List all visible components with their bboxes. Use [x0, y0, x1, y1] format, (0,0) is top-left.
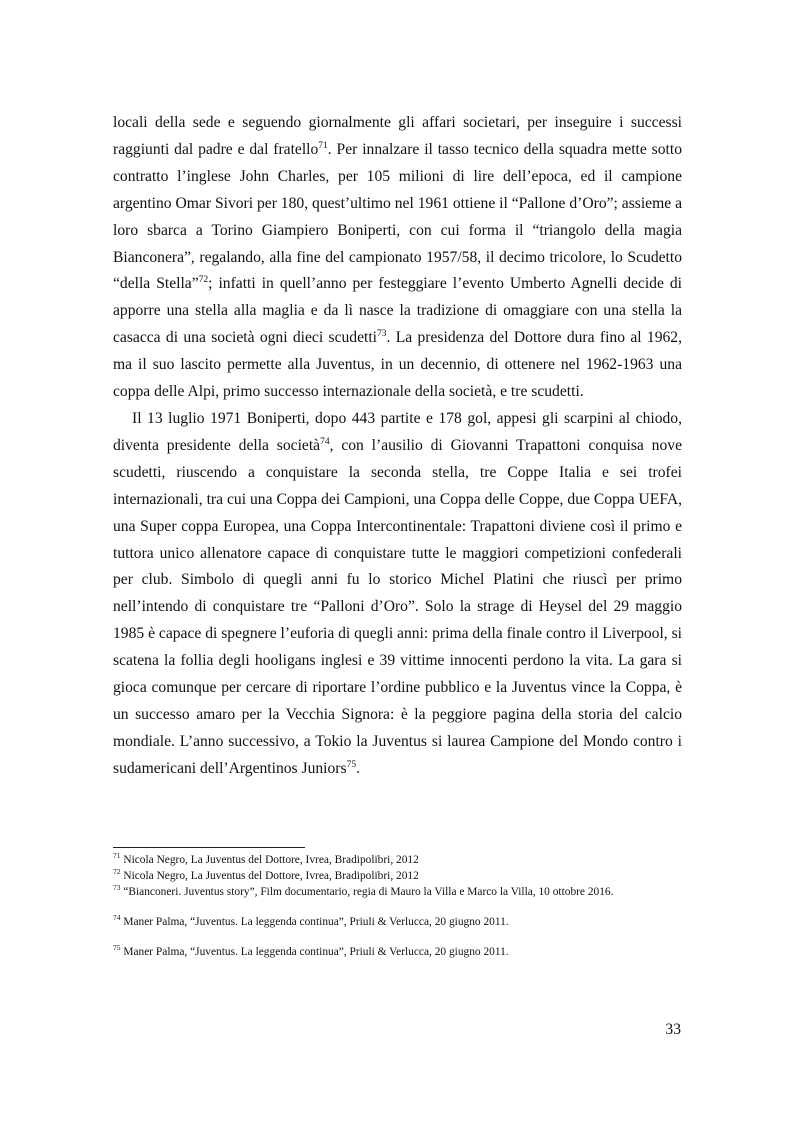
text-run: locali della sede e seguendo giornalmente gli affari societari, per inseguire i successi raggiunti dal padre e dal fratello — [113, 114, 682, 158]
footnote-text: Maner Palma, “Juventus. La leggenda continua”, Priuli & Verlucca, 20 giugno 2011. — [123, 946, 509, 958]
footnote-ref-72[interactable]: 72 — [198, 275, 209, 286]
footnote-ref-73[interactable]: 73 — [377, 329, 387, 340]
text-run: . — [356, 759, 360, 777]
main-text — [113, 110, 682, 783]
footnote-text: “Bianconeri. Juventus story”, Film documentario, regia di Mauro la Villa e Marco la Villa, 10 ottobre 2016. — [123, 886, 614, 898]
footnote-74 — [113, 914, 682, 930]
text-run: ; infatti in quell’anno per festeggiare l’evento Umberto Agnelli decide di apporre una stella alla maglia e da lì nasce la tradizione di omaggiare con una stella la casacca di una società ogni dieci scudetti — [113, 275, 682, 347]
footnote-separator — [113, 847, 305, 848]
footnote-text: Nicola Negro, La Juventus del Dottore, Ivrea, Bradipolibri, 2012 — [123, 854, 419, 866]
footnote-number: 72 — [113, 867, 121, 877]
footnote-71 — [113, 852, 682, 868]
footnote-text: Maner Palma, “Juventus. La leggenda continua”, Priuli & Verlucca, 20 giugno 2011. — [123, 916, 509, 928]
footnote-ref-71[interactable]: 71 — [318, 140, 328, 151]
footnote-73 — [113, 884, 682, 900]
footnote-number: 71 — [113, 851, 121, 861]
footnote-text: Nicola Negro, La Juventus del Dottore, Ivrea, Bradipolibri, 2012 — [123, 870, 419, 882]
footnotes — [113, 852, 682, 960]
footnote-number: 75 — [113, 943, 121, 953]
text-run: Il 13 luglio 1971 Boniperti, dopo 443 partite e 178 gol, appesi gli scarpini al chiodo, diventa presidente della società — [113, 409, 682, 454]
paragraph-1 — [113, 110, 682, 406]
page-number: 33 — [665, 1021, 681, 1038]
text-run: . Per innalzare il tasso tecnico della squadra mette sotto contratto l’inglese John Charles, per 105 milioni di lire dell’epoca, ed il campione argentino Omar Sivori per 180, quest’ultimo nel 1961 ottiene il “Pallone d’Oro”; assieme a loro sbarca a Torino Giampiero Boniperti, con cui forma il “triangolo della magia Bianconera”, regalando, alla fine del campionato 1957/58, il decimo tricolore, lo Scudetto “della Stella” — [113, 140, 682, 293]
footnote-72 — [113, 868, 682, 884]
text-run: , con l’ausilio di Giovanni Trapattoni conquisa nove scudetti, riuscendo a conquistare la seconda stella, tre Coppe Italia e sei trofei internazionali, tra cui una Coppa dei Campioni, una Coppa delle Coppe, due Coppa UEFA, una Super coppa Europea, una Coppa Intercontinentale: Trapattoni diviene così il primo e tuttora unico allenatore capace di conquistare tutte le maggiori competizioni confederali per club. Simbolo di quegli anni fu lo storico Michel Platini che riuscì per primo nell’intendo di conquistare tre “Palloni d’Oro”. Solo la strage di Heysel del 29 maggio 1985 è capace di spegnere l’euforia di quegli anni: prima della finale contro il Liverpool, si scatena la follia degli hooligans inglesi e 39 vittime innocenti perdono la vita. La gara si gioca comunque per cercare di riportare l’ordine pubblico e la Juventus vince la Coppa, è un successo amaro per la Vecchia Signora: è la peggiore pagina della storia del calcio mondiale. L’anno successivo, a Tokio la Juventus si laurea Campione del Mondo contro i sudamericani dell’Argentinos Juniors — [113, 436, 682, 777]
footnote-ref-75[interactable]: 75 — [346, 759, 357, 770]
footnote-number: 73 — [113, 883, 121, 893]
footnote-number: 74 — [113, 913, 121, 923]
paragraph-2 — [113, 406, 682, 783]
text-run: . La presidenza del Dottore dura fino al 1962, ma il suo lascito permette alla Juventus, in un decennio, di ottenere nel 1962-1963 una coppa delle Alpi, primo successo internazionale della società, e tre scudetti. — [113, 329, 682, 401]
footnote-75 — [113, 944, 682, 960]
footnote-ref-74[interactable]: 74 — [320, 436, 330, 447]
